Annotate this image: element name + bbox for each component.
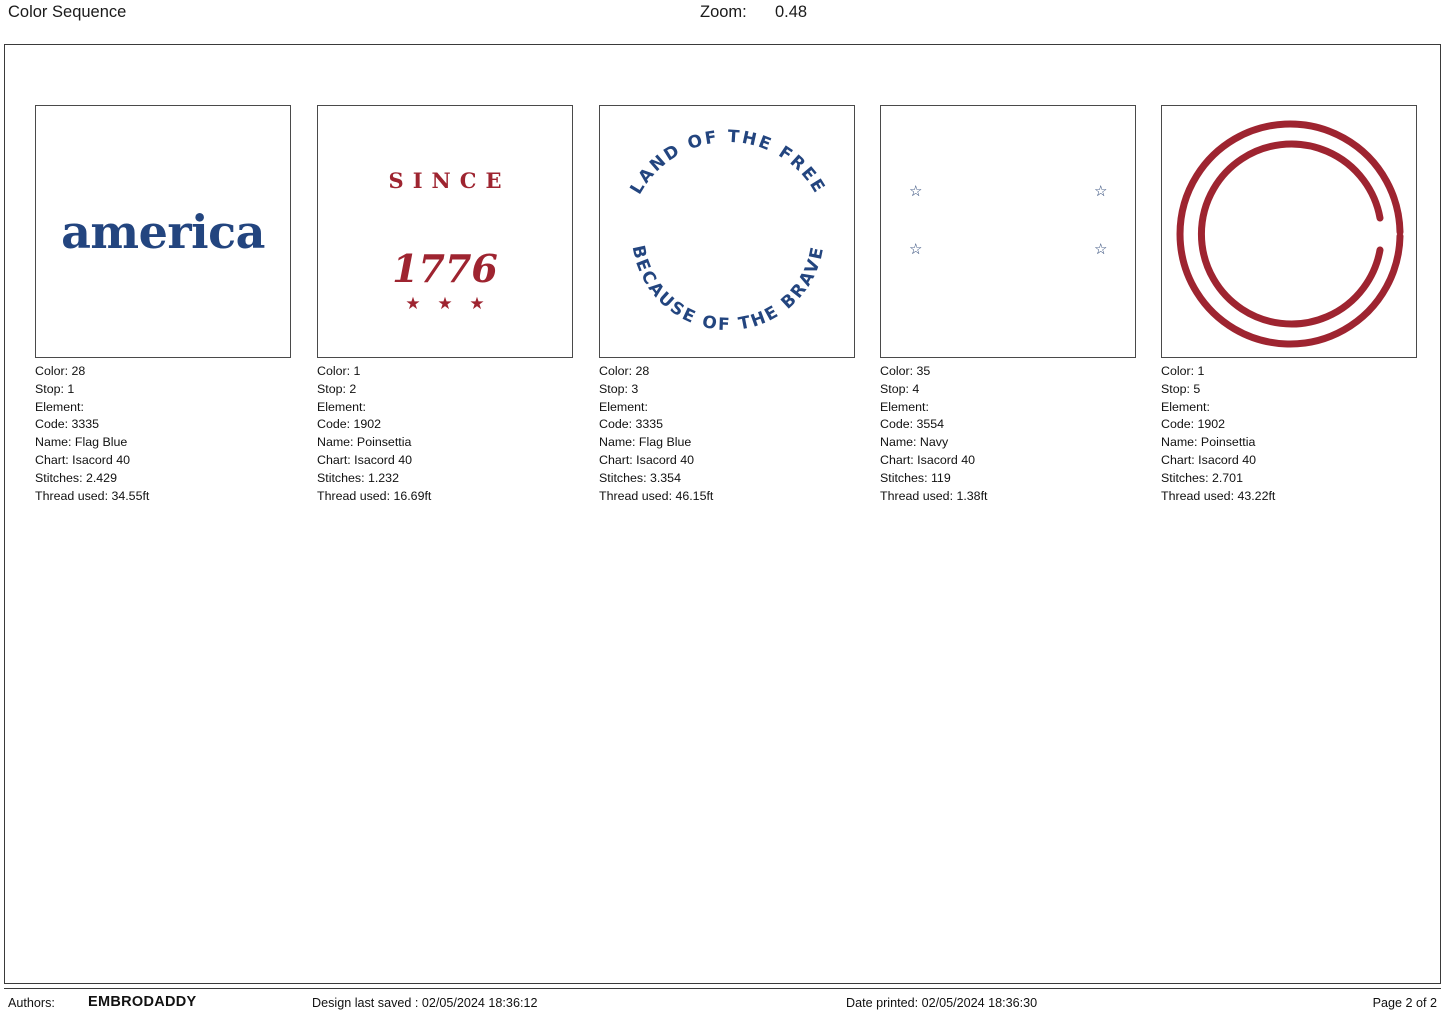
design-preview-3 <box>599 105 855 358</box>
thread-code: Code: 1902 <box>317 417 382 432</box>
zoom-label: Zoom: <box>700 3 747 21</box>
thread-used: Thread used: 46.15ft <box>599 488 714 503</box>
stop-number: Stop: 1 <box>35 381 75 396</box>
star-icon: ☆ <box>909 183 923 200</box>
list-item[interactable] <box>1161 105 1421 505</box>
zoom-value: 0.48 <box>775 3 808 21</box>
stop-number: Stop: 2 <box>317 381 357 396</box>
element-label: Element: <box>317 399 366 414</box>
stitch-count: Stitches: 1.232 <box>317 470 399 485</box>
thread-used: Thread used: 34.55ft <box>35 488 150 503</box>
color-number: Color: 1 <box>1161 364 1205 378</box>
artwork-since-word: SINCE <box>388 168 511 193</box>
list-item[interactable] <box>599 105 859 505</box>
thread-code: Code: 1902 <box>1161 417 1226 432</box>
color-info-3 <box>599 363 859 505</box>
thread-chart: Chart: Isacord 40 <box>880 452 976 467</box>
list-item[interactable] <box>35 105 295 505</box>
artwork-year: 1776 <box>392 246 498 291</box>
design-last-saved: Design last saved : 02/05/2024 18:36:12 <box>312 996 538 1010</box>
star-icon: ☆ <box>909 241 923 258</box>
stitch-count: Stitches: 3.354 <box>599 470 681 485</box>
page-title: Color Sequence <box>8 3 127 21</box>
stop-number: Stop: 5 <box>1161 381 1201 396</box>
page-number: Page 2 of 2 <box>1372 996 1437 1010</box>
thread-chart: Chart: Isacord 40 <box>1161 452 1257 467</box>
design-preview-4 <box>880 105 1136 358</box>
thread-used: Thread used: 43.22ft <box>1161 488 1276 503</box>
thread-name: Name: Poinsettia <box>1161 435 1256 450</box>
artwork-top-arc-text: LAND OF THE FREE <box>626 126 830 198</box>
list-item[interactable] <box>880 105 1140 505</box>
color-info-1 <box>35 363 295 505</box>
authors-label: Authors: <box>8 996 55 1010</box>
stitch-count: Stitches: 119 <box>880 470 951 485</box>
element-label: Element: <box>599 399 648 414</box>
star-icon: ☆ <box>1094 241 1108 258</box>
element-label: Element: <box>1161 399 1210 414</box>
artwork-circular-text <box>600 106 854 357</box>
thread-chart: Chart: Isacord 40 <box>317 452 413 467</box>
artwork-four-stars <box>881 106 1135 357</box>
thread-code: Code: 3335 <box>35 417 100 432</box>
three-stars-icon: ★ ★ ★ <box>405 294 491 313</box>
design-preview-5 <box>1161 105 1417 358</box>
color-info-5 <box>1161 363 1421 505</box>
stop-number: Stop: 4 <box>880 381 920 396</box>
artwork-america-text: america <box>61 204 265 259</box>
color-sequence-list <box>5 45 1442 985</box>
thread-name: Name: Flag Blue <box>599 435 692 450</box>
list-item[interactable] <box>317 105 577 505</box>
artwork-bottom-arc-text: BECAUSE OF THE BRAVE <box>627 243 829 336</box>
stitch-count: Stitches: 2.701 <box>1161 470 1243 485</box>
color-number: Color: 35 <box>880 364 931 378</box>
footer-divider <box>4 988 1441 989</box>
star-icon: ☆ <box>1094 183 1108 200</box>
color-number: Color: 1 <box>317 364 361 378</box>
stitch-count: Stitches: 2.429 <box>35 470 117 485</box>
thread-code: Code: 3335 <box>599 417 664 432</box>
artwork-since-1776 <box>318 106 572 357</box>
thread-chart: Chart: Isacord 40 <box>35 452 131 467</box>
artwork-split-rings <box>1162 106 1416 357</box>
element-label: Element: <box>880 399 929 414</box>
thread-used: Thread used: 1.38ft <box>880 488 988 503</box>
thread-used: Thread used: 16.69ft <box>317 488 432 503</box>
color-info-2 <box>317 363 577 505</box>
thread-code: Code: 3554 <box>880 417 945 432</box>
brand-name: EMBRODADDY <box>88 994 197 1010</box>
design-preview-2 <box>317 105 573 358</box>
header-bar <box>0 0 1445 40</box>
color-number: Color: 28 <box>599 364 650 378</box>
thread-chart: Chart: Isacord 40 <box>599 452 695 467</box>
thread-name: Name: Navy <box>880 435 949 450</box>
color-number: Color: 28 <box>35 364 86 378</box>
color-info-4 <box>880 363 1140 505</box>
artwork-america <box>36 106 290 357</box>
footer-bar <box>0 994 1445 1018</box>
element-label: Element: <box>35 399 84 414</box>
thread-name: Name: Poinsettia <box>317 435 412 450</box>
stop-number: Stop: 3 <box>599 381 639 396</box>
date-printed: Date printed: 02/05/2024 18:36:30 <box>846 996 1038 1010</box>
document-page <box>4 44 1441 984</box>
design-preview-1 <box>35 105 291 358</box>
thread-name: Name: Flag Blue <box>35 435 128 450</box>
